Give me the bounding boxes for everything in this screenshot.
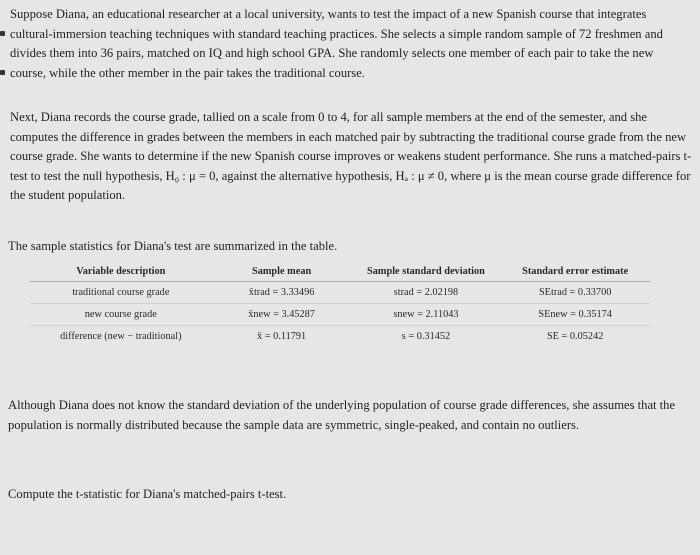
header-standard-error: Standard error estimate [522, 266, 629, 277]
header-sample-sd: Sample standard deviation [367, 266, 485, 277]
row-new-label: new course grade [84, 309, 157, 320]
table-row [30, 282, 650, 304]
header-variable-description: Variable description [76, 266, 166, 277]
row-new-mean: x̄new = 3.45287 [248, 309, 315, 320]
row-new-se: SEnew = 0.35174 [538, 309, 612, 320]
row-difference-label: difference (new − traditional) [60, 331, 182, 342]
table-row [30, 326, 650, 348]
row-new-sd: snew = 2.11043 [393, 309, 459, 320]
row-difference-sd: s = 0.31452 [401, 331, 451, 342]
table-header-row [30, 262, 650, 282]
table-row [30, 304, 650, 326]
row-traditional-label: traditional course grade [72, 287, 170, 298]
intro-paragraph: Suppose Diana, an educational researcher at a local university, wants to test the impact of a new Spanish course that integrates cultural-immersion teaching techniques with standard teaching practices. She selects a simple random sample of 72 freshmen and divides them into 36 pairs, matched on IQ and high school GPA. She randomly selects one member of each pair to take the new course, while the other member in the pair takes the traditional course. [10, 7, 663, 80]
header-sample-mean: Sample mean [251, 266, 312, 277]
assumption-paragraph: Although Diana does not know the standard deviation of the underlying population of course grade differences, she assumes that the population is normally distributed because the sample data are symmetric, single-peaked, and contain no outliers. [8, 398, 676, 432]
question-prompt: Compute the t-statistic for Diana's matched-pairs t-test. [8, 487, 287, 501]
margin-mark-2 [0, 70, 5, 75]
row-difference-mean: x̄ = 0.11791 [257, 331, 307, 342]
table-intro-text: The sample statistics for Diana's test are summarized in the table. [8, 239, 338, 253]
margin-mark-1 [0, 31, 5, 36]
procedure-paragraph: Next, Diana records the course grade, tallied on a scale from 0 to 4, for all sample members at the end of the semester, and she computes the difference in grades between the members in each matched pair by subtracting the traditional course grade from the new course grade. She wants to determine if the new Spanish course improves or weakens student performance. She runs a matched-pairs t-test to test the null hypothesis, H₀ : μ = 0, against the alternative hypothesis, Hₐ : μ ≠ 0, where μ is the mean course grade difference for the student population. [10, 110, 692, 202]
row-difference-se: SE = 0.05242 [546, 331, 604, 342]
row-traditional-sd: strad = 2.02198 [393, 287, 459, 298]
sample-statistics-table [30, 262, 650, 347]
row-traditional-se: SEtrad = 0.33700 [538, 287, 612, 298]
row-traditional-mean: x̄trad = 3.33496 [248, 287, 315, 298]
